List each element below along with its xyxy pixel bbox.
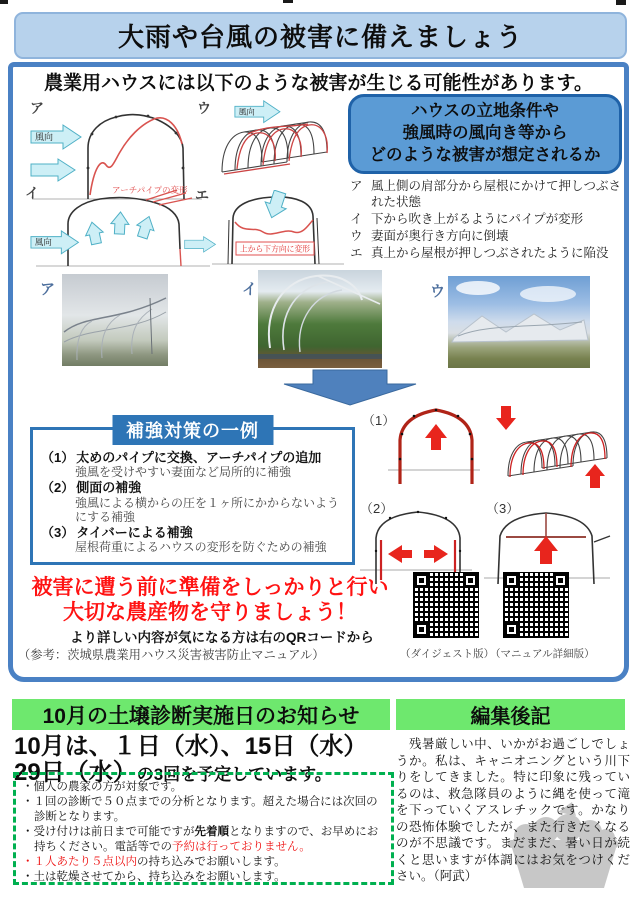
uplift-diagram-icon <box>28 186 218 270</box>
reinforced-tunnel-diagram-icon <box>492 402 610 490</box>
warning-line-1: 被害に遭う前に準備をしっかりと行い <box>31 576 389 599</box>
item-number: （3） <box>41 525 75 541</box>
qr-note: より詳しい内容が気になる方は右のQRコードから <box>70 630 374 645</box>
wind-label: 風向 <box>34 237 52 248</box>
list-item <box>350 245 624 261</box>
bullet-text: の持ち込みでお願いします。 <box>137 855 286 868</box>
registration-mark <box>616 0 626 5</box>
wind-arrow-icon <box>31 231 78 254</box>
diagram-label-u: ウ <box>197 100 211 116</box>
subtitle: 農業用ハウスには以下のような被害が生じる可能性があります。 <box>44 73 593 94</box>
item-number: （2） <box>41 480 75 496</box>
reinforcement-item-head <box>41 525 346 540</box>
wind-arrow-icon <box>31 159 75 181</box>
photo-label-u: ウ <box>430 283 446 300</box>
bent-pipes-photo-lines <box>258 270 382 368</box>
item-title: 太めのパイプに交換、アーチパイプの追加 <box>76 450 322 465</box>
reinforce-diagram-label-3: （3） <box>486 501 520 516</box>
damage-text: 妻面が奥行き方向に倒壊 <box>371 229 509 243</box>
schedule-note: の3回を予定しています。 <box>136 765 332 784</box>
wind-arrow-icon <box>235 101 280 123</box>
editorial-header: 編集後記 <box>396 699 625 730</box>
reinforced-arch-diagram-icon <box>388 404 483 489</box>
diagram-label-a: ア <box>30 100 44 116</box>
down-arrow-icon <box>283 369 417 406</box>
damage-key: エ <box>350 246 363 260</box>
reinforcement-item-head <box>41 480 346 495</box>
list-item <box>350 178 624 210</box>
photo-label-a: ア <box>40 281 56 298</box>
diagram-label-e: エ <box>195 187 209 203</box>
reinforcement-box <box>30 421 355 565</box>
diagram-label-i: イ <box>25 185 39 201</box>
list-item <box>22 780 387 795</box>
soil-notice-details <box>13 772 394 885</box>
info-box <box>348 94 622 174</box>
reinforce-diagram-label-1: （1） <box>362 413 396 428</box>
arch-deform-caption: アーチパイプの変形 <box>112 185 188 195</box>
reinforcement-item-desc: 屋根荷重によるハウスの変形を防ぐための補強 <box>75 540 327 555</box>
tunnel-collapse-diagram-icon <box>208 100 336 188</box>
qr-label-digest: （ダイジェスト版） <box>400 648 495 660</box>
reinforcement-list <box>33 430 352 560</box>
reinforcement-item-desc: 強風を受けやすい妻面など局所的に補強 <box>75 465 292 480</box>
page-title: 大雨や台風の被害に備えましょう <box>14 12 627 59</box>
reinforce-diagram-label-2: （2） <box>360 501 394 516</box>
registration-mark <box>283 0 293 3</box>
wind-label: 風向 <box>35 132 54 142</box>
info-box-line: どのような被害が想定されるか <box>369 145 601 164</box>
damage-photo-u <box>448 276 590 368</box>
list-item <box>22 825 387 855</box>
reinforcement-item-head <box>41 450 346 465</box>
collapsed-greenhouse-photo-lines <box>448 276 590 368</box>
warning-line-2: 大切な農産物を守りましょう！ <box>63 601 357 624</box>
bullet-text: となりますので、お早めにお持ちください。電話等での <box>34 825 379 853</box>
list-item <box>350 228 624 244</box>
damage-key: ウ <box>350 229 363 243</box>
reinforcement-title: 補強対策の一例 <box>112 415 273 445</box>
qr-code-manual <box>503 572 569 638</box>
soil-notice-header: 10月の土壌診断実施日のお知らせ <box>12 699 390 730</box>
damage-photo-a <box>62 274 168 366</box>
bullet-text-red: ・１人あたり５点以内 <box>22 855 137 868</box>
wind-label: 風向 <box>238 107 255 117</box>
photo-label-i: イ <box>242 281 258 298</box>
top-crush-diagram-icon <box>200 190 350 270</box>
damage-text: 風上側の肩部分から屋根にかけて押しつぶされた状態 <box>371 179 622 209</box>
item-title: 側面の補強 <box>76 480 142 496</box>
crushed-greenhouse-photo-lines <box>62 274 168 366</box>
registration-mark <box>0 0 8 4</box>
bullet-text: ・土は乾燥させてから、持ち込みをお願いします。 <box>22 870 286 883</box>
damage-key: イ <box>350 212 363 226</box>
bullet-text: ・受け付けは前日まで可能ですが <box>22 825 195 838</box>
damage-key: ア <box>350 179 363 193</box>
reinforcement-item-desc: 強風による横からの圧を１ヶ所にかからないようにする補強 <box>75 495 340 524</box>
qr-reference: （参考：茨城県農業用ハウス災害被害防止マニュアル） <box>18 648 325 662</box>
damage-type-list <box>350 178 624 262</box>
schedule-dates: 29日（水） <box>14 759 137 786</box>
info-box-line: ハウスの立地条件や <box>410 102 559 121</box>
bullet-text-bold: 先着順 <box>194 825 229 838</box>
bullet-text: ・個人の農家の方が対象です。 <box>22 781 183 793</box>
list-item <box>22 870 387 885</box>
list-item <box>22 795 387 825</box>
wind-arrow-icon <box>31 125 81 149</box>
bullet-text: ・１回の診断で５０点までの分析となります。超えた場合には次回の診断となります。 <box>22 795 378 823</box>
damage-text: 下から吹き上がるようにパイプが変形 <box>371 212 584 226</box>
editorial-body: 残暑厳しい中、いかがお過ごしでしょうか。私は、キャニオニングという川下りをしてきました。特に印象に残っているのは、救急隊員のように縄を使って滝を下っていくアスレチックです。かなりの恐怖体験でしたが、また行きたくなるのが不思議です。まだまだ、暑い日が続くと思いますが体調にはお気をつけください。（阿武） <box>396 737 630 883</box>
top-crush-caption: 上から下方向に変形 <box>239 244 311 254</box>
damage-text: 真上から屋根が押しつぶされたように陥没 <box>371 246 609 260</box>
info-box-line: 強風時の風向き等から <box>402 124 568 143</box>
list-item <box>350 211 624 227</box>
qr-label-manual: （マニュアル詳細版） <box>490 648 595 660</box>
qr-code-digest <box>413 572 479 638</box>
list-item <box>22 855 387 870</box>
item-number: （1） <box>41 450 75 465</box>
damage-photo-i <box>258 270 382 368</box>
bullet-text-red: 予約は行っておりません。 <box>172 840 311 853</box>
soil-schedule-line1: 10月は、１日（水）、15日（水） <box>14 733 368 760</box>
item-title: タイバーによる補強 <box>76 525 193 541</box>
